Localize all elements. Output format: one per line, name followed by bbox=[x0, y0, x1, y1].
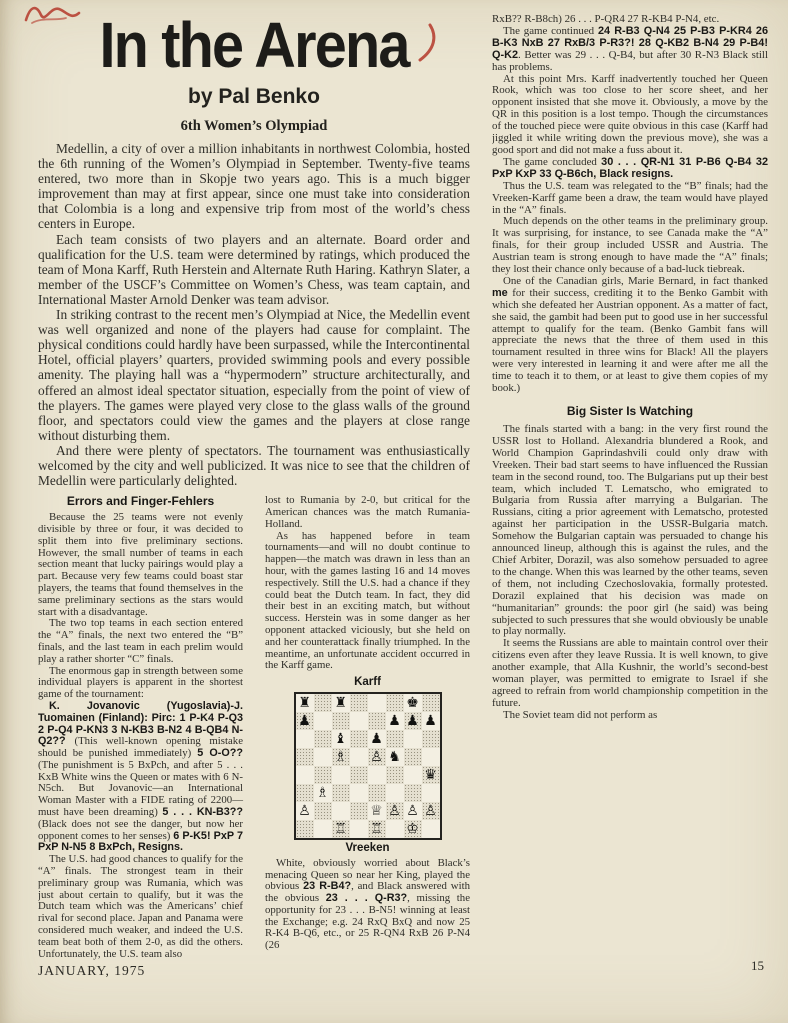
chess-square bbox=[386, 820, 404, 838]
paragraph: The finals started with a bang: in the very first round the USSR lost to Holland. Alexandria blundered a Rook, and World Champion Gaprindashvili could only draw with Vreeken. Their bad start seems to have influenced the Russian team in the second round, too. The Bulgarians put up their best team, which included T. Lematscho, who emigrated to Bulgaria from Russia after marrying a Bulgarian. The Russians, citing a prior agreement with Lematscho, protested against her participation in the USSR-Bulgaria match. Somehow the Bulgarian captain was persuaded to change his announced lineup, although this is against the rules, and the Chief Arbiter, Dorazil, was also somehow persuaded to agree to the change. When this was learned by the other teams, seven of them, not including Czechoslovakia, formally protested. Dorazil explained that his decision was made on “humanitarian” grounds: the poor girl (he said) was being subjected to such pressures that she would obviously be unable to play normally. bbox=[492, 423, 768, 638]
chess-square bbox=[404, 766, 422, 784]
column-2-text-top bbox=[265, 495, 470, 672]
chess-square bbox=[404, 748, 422, 766]
masthead bbox=[38, 10, 470, 134]
paragraph: The two top teams in each section entered the “A” finals, the next two entered the “B” finals, and the last team in each prelim would play a rather shorter “C” finals. bbox=[38, 617, 243, 665]
paragraph: Each team consists of two players and an alternate. Board order and qualification for the U.S. team were determined by ratings, which produced the team of Mona Karff, Ruth Herstein and Alternate Ruth Haring. Kathryn Slater, a member of the USCF’s Committee on Women’s Chess, was team captain, and International Master Arnold Denker was team advisor. bbox=[38, 231, 470, 307]
chess-square bbox=[296, 820, 314, 838]
paragraph: K. Jovanovic (Yugoslavia)-J. Tuomainen (Finland): Pirc: 1 P-K4 P-Q3 2 P-Q4 P-KN3 3 N-KB3 B-N2 4 B-QB4 N-Q2?? (This well-known opening mistake should be punished immediately) 5 O-O?? (The punishment is 5 BxPch, and after 5 . . . KxB White wins the Queen or mates with 6 N-N5ch. But Jovanovic—an International Woman Master with a FIDE rating of 2200—must have been dreaming) 5 . . . KN-B3?? (Black does not see the danger, but now her opponent comes to her senses) 6 P-K5! PxP 7 PxP N-N5 8 BxPch, Resigns. bbox=[38, 699, 243, 854]
paragraph: And there were plenty of spectators. The tournament was enthusiastically welcomed by the city and well publicized. It was nice to see that the children of Medellin were particularly delighted. bbox=[38, 442, 470, 489]
chess-square bbox=[422, 748, 440, 766]
chess-square bbox=[296, 730, 314, 748]
chess-square bbox=[296, 766, 314, 784]
chess-square bbox=[350, 784, 368, 802]
chess-piece-black-pawn: ♟ bbox=[296, 712, 314, 730]
chess-square bbox=[404, 730, 422, 748]
chess-diagram-block bbox=[293, 677, 443, 855]
left-page-area bbox=[38, 0, 470, 981]
chess-square bbox=[422, 820, 440, 838]
chess-square bbox=[422, 694, 440, 712]
paragraph: At this point Mrs. Karff inadvertently touched her Queen Rook, which was too close to her score sheet, and her opponent insisted that she move it. Obviously, a move by the QR in this position is a lost tempo. Though the circumstances of the touched piece were quite obvious in this case (Karff had jiggled it while writing down the previous move), she was a good sport and did not make a fuss about it. bbox=[492, 72, 768, 156]
chess-piece-black-pawn: ♟ bbox=[422, 712, 440, 730]
chess-piece-black-pawn: ♟ bbox=[368, 730, 386, 748]
chess-square bbox=[332, 766, 350, 784]
chess-piece-black-pawn: ♟ bbox=[386, 712, 404, 730]
chess-square bbox=[350, 730, 368, 748]
byline: by Pal Benko bbox=[188, 85, 320, 108]
chess-square bbox=[332, 802, 350, 820]
paragraph: As has happened before in team tournaments—and will no doubt continue to happen—the match was drawn in less than an hour, with the games lasting 16 and 14 moves respectively. Still the U.S. had a chance if they could beat the Dutch team. In fact, they did their best in an exciting match, but without success. Herstein was in some danger as her opponent attacked viciously, but she held on and her counterattack finally triumphed. In the meantime, an unfortunate accident occurred in the Karff game. bbox=[265, 529, 470, 672]
paragraph: Thus the U.S. team was relegated to the “B” finals; had the Vreeken-Karff game been a draw, the team would have played in the “A” finals. bbox=[492, 179, 768, 216]
paragraph: The game concluded 30 . . . QR-N1 31 P-B6 Q-B4 32 PxP KxP 33 Q-B6ch, Black resigns. bbox=[492, 155, 768, 180]
chess-piece-white-bishop: ♗ bbox=[332, 748, 350, 766]
chess-square bbox=[314, 712, 332, 730]
paragraph: It seems the Russians are able to maintain control over their citizens even after they leave Russia. It is well known, to give another example, that Alla Kushnir, the world’s second-best woman player, was permitted to emigrate to Israel if she agreed to refrain from world championship competition in the future. bbox=[492, 637, 768, 709]
column-heading: Big Sister Is Watching bbox=[566, 404, 694, 418]
paragraph: The Soviet team did not perform as bbox=[503, 708, 658, 721]
chess-piece-white-pawn: ♙ bbox=[422, 802, 440, 820]
chess-square bbox=[404, 784, 422, 802]
paragraph: One of the Canadian girls, Marie Bernard, in fact thanked me for their success, crediting it to the Benko Gambit with which she defeated her Austrian opponent. As a matter of fact, she said, the gambit had been put to good use in her successful attempt to qualify for the team. (Benko Gambit fans will appreciate the news that the three of them used in this tournament resulted in three wins for Black! All the players were very interested in learning it and were after me all the time to teach it to them, or at least to give them copies of my book.) bbox=[492, 274, 768, 395]
chess-piece-black-bishop: ♝ bbox=[332, 730, 350, 748]
chess-square bbox=[350, 766, 368, 784]
section-subheading: 6th Women’s Olympiad bbox=[180, 118, 328, 134]
diagram-black-player-label: Karff bbox=[354, 676, 381, 689]
paragraph: lost to Rumania by 2-0, but critical for the American chances was the match Rumania-Holland. bbox=[265, 495, 470, 530]
column-1-text bbox=[38, 512, 243, 960]
chess-square bbox=[332, 712, 350, 730]
chess-piece-white-bishop: ♗ bbox=[314, 784, 332, 802]
chess-square bbox=[314, 730, 332, 748]
chess-piece-black-rook: ♜ bbox=[296, 694, 314, 712]
chess-square bbox=[314, 802, 332, 820]
column-2-text-bottom bbox=[265, 858, 470, 952]
chess-square bbox=[296, 784, 314, 802]
chess-square bbox=[350, 712, 368, 730]
chess-square bbox=[368, 694, 386, 712]
page-number: 15 bbox=[751, 958, 764, 973]
chess-square bbox=[314, 820, 332, 838]
paragraph: The game continued 24 R-B3 Q-N4 25 P-B3 P-KR4 26 B-K3 NxB 27 RxB/3 P-R3?! 28 Q-KB2 B-N4 29 P-B4! Q-K2. Better was 29 . . . Q-B4, but after 30 R-N3 Black still has problems. bbox=[492, 24, 768, 73]
column-heading: Errors and Finger-Fehlers bbox=[66, 495, 215, 509]
chess-piece-white-rook: ♖ bbox=[368, 820, 386, 838]
chess-piece-white-pawn: ♙ bbox=[386, 802, 404, 820]
chess-square bbox=[386, 694, 404, 712]
paragraph: The enormous gap in strength between some individual players is apparent in the shortest game of the tournament: bbox=[38, 664, 243, 701]
paragraph: Medellin, a city of over a million inhabitants in northwest Colombia, hosted the 6th running of the Women’s Olympiad in September. Twenty-five teams entered, two more than in Skopje two years ago. This is a much bigger improvement than may at first appear, since one must take into consideration that Colombia is a long and expensive trip from most of the world’s chess centers in Europe. bbox=[38, 141, 470, 232]
chess-square bbox=[350, 748, 368, 766]
chess-piece-black-king: ♚ bbox=[404, 694, 422, 712]
intro-paragraphs bbox=[38, 141, 470, 488]
chess-piece-black-rook: ♜ bbox=[332, 694, 350, 712]
chess-square bbox=[368, 784, 386, 802]
column-3-text-top bbox=[492, 14, 768, 395]
chess-piece-black-queen: ♛ bbox=[422, 766, 440, 784]
chess-square bbox=[386, 730, 404, 748]
paragraph: Much depends on the other teams in the preliminary group. It was surprising, for instance, to see Canada make the “A” finals, for their group included USSR and Austria. The Austrian team is strong enough to have made the “A” finals; they lost their chance only because of a bad-luck tiebreak. bbox=[492, 215, 768, 276]
footer-issue-date: JANUARY, 1975 bbox=[38, 963, 146, 978]
chess-square bbox=[368, 712, 386, 730]
chess-piece-black-knight: ♞ bbox=[386, 748, 404, 766]
chess-piece-white-pawn: ♙ bbox=[368, 748, 386, 766]
chess-piece-black-pawn: ♟ bbox=[404, 712, 422, 730]
chess-square bbox=[314, 748, 332, 766]
chess-square bbox=[296, 748, 314, 766]
diagram-white-player-label: Vreeken bbox=[345, 841, 390, 854]
chess-square bbox=[314, 694, 332, 712]
chess-piece-white-pawn: ♙ bbox=[296, 802, 314, 820]
chess-square bbox=[368, 766, 386, 784]
paragraph: RxB?? R-B8ch) 26 . . . P-QR4 27 R-KB4 P-N4, etc. bbox=[492, 14, 720, 25]
column-1 bbox=[38, 495, 243, 981]
paragraph: Because the 25 teams were not evenly divisible by three or four, it was decided to split them into five preliminary sections. However, the small number of teams in each section meant that lucky pairings would play a part. Because very few teams could boast star players, the teams that found themselves in the same preliminary sections as the stars would start with a disadvantage. bbox=[38, 511, 243, 618]
chess-square bbox=[350, 802, 368, 820]
article-title: In the Arena bbox=[99, 9, 409, 81]
chess-piece-white-pawn: ♙ bbox=[404, 802, 422, 820]
column-3 bbox=[492, 14, 768, 944]
chess-piece-white-rook: ♖ bbox=[332, 820, 350, 838]
column-3-text-bottom bbox=[492, 424, 768, 722]
chess-square bbox=[314, 766, 332, 784]
chess-square bbox=[350, 694, 368, 712]
chess-square bbox=[350, 820, 368, 838]
chess-diagram bbox=[294, 692, 442, 840]
chess-square bbox=[386, 766, 404, 784]
paragraph: White, obviously worried about Black’s menacing Queen so near her King, played the obvious 23 R-B4?, and Black answered with the obvious 23 . . . Q-R3?, missing the opportunity for 23 . . . B-N5! winning at least the Exchange; e.g. 24 RxQ BxQ and now 25 R-K4 B-Q6, etc., or 25 R-QN4 RxB 26 P-N4 (26 bbox=[265, 856, 470, 952]
chess-square bbox=[386, 784, 404, 802]
chess-piece-white-queen: ♕ bbox=[368, 802, 386, 820]
chess-square bbox=[422, 784, 440, 802]
paragraph: The U.S. had good chances to qualify for the “A” finals. The strongest team in their preliminary group was Rumania, which was just about certain to qualify, but it was the Dutch team which was the Americans’ chief rival for second place. Japan and Panama were considered much weaker, and indeed the U.S. team beat both of them 2-0, as did the others. Unfortunately, the U.S. team also bbox=[38, 853, 243, 960]
column-row bbox=[38, 495, 470, 981]
chess-square bbox=[332, 784, 350, 802]
column-2 bbox=[265, 495, 470, 981]
chess-square bbox=[422, 730, 440, 748]
paragraph: In striking contrast to the recent men’s Olympiad at Nice, the Medellin event was well organized and none of the players had cause for complaint. The physical conditions could hardly have been surpassed, while the Intercontinental Hotel, official players’ quarters, provided swimming pools and every possible amenity. The playing hall was a “hypermodern” structure architecturally, and offered an almost ideal spectator situation, especially from the point of view of the players. The games were played very close to the glass walls of the ground floor, and spectators could view the games and the players at close range without disturbing them. bbox=[38, 307, 470, 443]
chess-piece-white-king: ♔ bbox=[404, 820, 422, 838]
